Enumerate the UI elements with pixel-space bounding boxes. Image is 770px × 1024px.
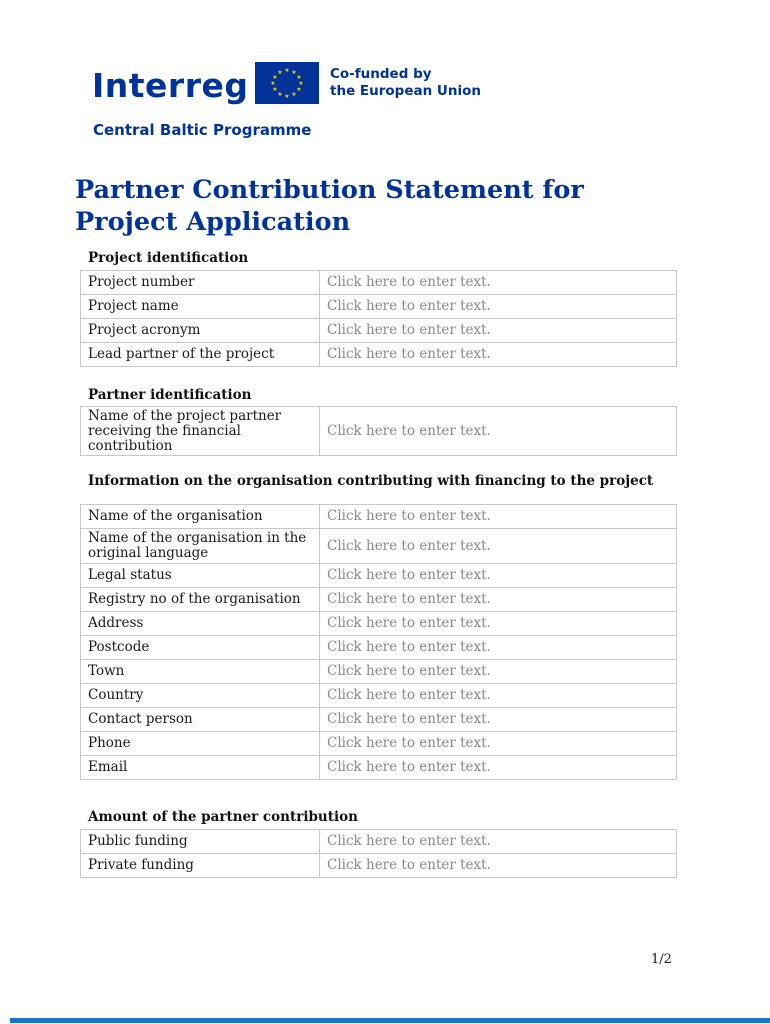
table-row bbox=[81, 756, 677, 780]
field-label: Public funding bbox=[81, 830, 320, 854]
project-acronym-field[interactable]: Click here to enter text. bbox=[320, 319, 677, 343]
organisation-original-name-field[interactable]: Click here to enter text. bbox=[320, 529, 677, 564]
table-row bbox=[81, 407, 677, 456]
svg-text:★: ★ bbox=[277, 69, 283, 76]
email-field[interactable]: Click here to enter text. bbox=[320, 756, 677, 780]
interreg-wordmark: Interreg bbox=[92, 66, 249, 105]
table-row bbox=[81, 732, 677, 756]
field-label: Name of the organisation in the original language bbox=[81, 529, 320, 564]
field-label: Phone bbox=[81, 732, 320, 756]
eu-line-1: Co-funded by bbox=[330, 66, 432, 82]
field-label: Registry no of the organisation bbox=[81, 588, 320, 612]
field-label: Country bbox=[81, 684, 320, 708]
eu-cofunded-text bbox=[330, 66, 481, 100]
table-row bbox=[81, 295, 677, 319]
table-row bbox=[81, 612, 677, 636]
partner-name-field[interactable]: Click here to enter text. bbox=[320, 407, 677, 456]
field-label: Private funding bbox=[81, 854, 320, 878]
svg-text:★: ★ bbox=[284, 67, 290, 74]
svg-text:★: ★ bbox=[298, 80, 304, 87]
field-label: Legal status bbox=[81, 564, 320, 588]
address-field[interactable]: Click here to enter text. bbox=[320, 612, 677, 636]
table-row bbox=[81, 588, 677, 612]
svg-text:★: ★ bbox=[296, 74, 302, 81]
field-label: Project name bbox=[81, 295, 320, 319]
svg-text:★: ★ bbox=[270, 80, 276, 87]
phone-field[interactable]: Click here to enter text. bbox=[320, 732, 677, 756]
table-row bbox=[81, 343, 677, 367]
field-label: Name of the project partner receiving the financial contribution bbox=[81, 407, 320, 456]
project-number-field[interactable]: Click here to enter text. bbox=[320, 271, 677, 295]
section-partner-identification-title: Partner identification bbox=[88, 387, 252, 403]
section-project-identification-title: Project identification bbox=[88, 250, 249, 266]
svg-text:★: ★ bbox=[296, 86, 302, 93]
page-number: 1/2 bbox=[651, 952, 672, 967]
table-row bbox=[81, 684, 677, 708]
field-label: Project acronym bbox=[81, 319, 320, 343]
organisation-name-field[interactable]: Click here to enter text. bbox=[320, 505, 677, 529]
town-field[interactable]: Click here to enter text. bbox=[320, 660, 677, 684]
table-row bbox=[81, 708, 677, 732]
table-row bbox=[81, 529, 677, 564]
table-row bbox=[81, 830, 677, 854]
postcode-field[interactable]: Click here to enter text. bbox=[320, 636, 677, 660]
registry-no-field[interactable]: Click here to enter text. bbox=[320, 588, 677, 612]
section-organisation-title: Information on the organisation contributing with financing to the project bbox=[88, 473, 654, 489]
programme-name: Central Baltic Programme bbox=[93, 121, 312, 139]
field-label: Postcode bbox=[81, 636, 320, 660]
project-name-field[interactable]: Click here to enter text. bbox=[320, 295, 677, 319]
svg-text:★: ★ bbox=[277, 91, 283, 98]
document-title: Partner Contribution Statement for Project Application bbox=[75, 175, 584, 237]
amount-table bbox=[80, 829, 677, 878]
field-label: Name of the organisation bbox=[81, 505, 320, 529]
public-funding-field[interactable]: Click here to enter text. bbox=[320, 830, 677, 854]
footer-bar bbox=[10, 1018, 770, 1023]
private-funding-field[interactable]: Click here to enter text. bbox=[320, 854, 677, 878]
svg-text:★: ★ bbox=[272, 86, 278, 93]
eu-flag-icon bbox=[255, 62, 319, 104]
contact-person-field[interactable]: Click here to enter text. bbox=[320, 708, 677, 732]
table-row bbox=[81, 505, 677, 529]
field-label: Lead partner of the project bbox=[81, 343, 320, 367]
field-label: Email bbox=[81, 756, 320, 780]
organisation-table bbox=[80, 504, 677, 780]
eu-line-2: the European Union bbox=[330, 83, 482, 99]
table-row bbox=[81, 271, 677, 295]
svg-text:★: ★ bbox=[291, 69, 297, 76]
table-row bbox=[81, 319, 677, 343]
field-label: Town bbox=[81, 660, 320, 684]
field-label: Contact person bbox=[81, 708, 320, 732]
table-row bbox=[81, 660, 677, 684]
svg-text:★: ★ bbox=[284, 93, 290, 100]
section-amount-title: Amount of the partner contribution bbox=[88, 809, 358, 825]
project-identification-table bbox=[80, 270, 677, 367]
country-field[interactable]: Click here to enter text. bbox=[320, 684, 677, 708]
table-row bbox=[81, 636, 677, 660]
legal-status-field[interactable]: Click here to enter text. bbox=[320, 564, 677, 588]
svg-text:★: ★ bbox=[291, 91, 297, 98]
lead-partner-field[interactable]: Click here to enter text. bbox=[320, 343, 677, 367]
partner-identification-table bbox=[80, 406, 677, 456]
table-row bbox=[81, 854, 677, 878]
table-row bbox=[81, 564, 677, 588]
field-label: Address bbox=[81, 612, 320, 636]
svg-text:★: ★ bbox=[272, 74, 278, 81]
field-label: Project number bbox=[81, 271, 320, 295]
